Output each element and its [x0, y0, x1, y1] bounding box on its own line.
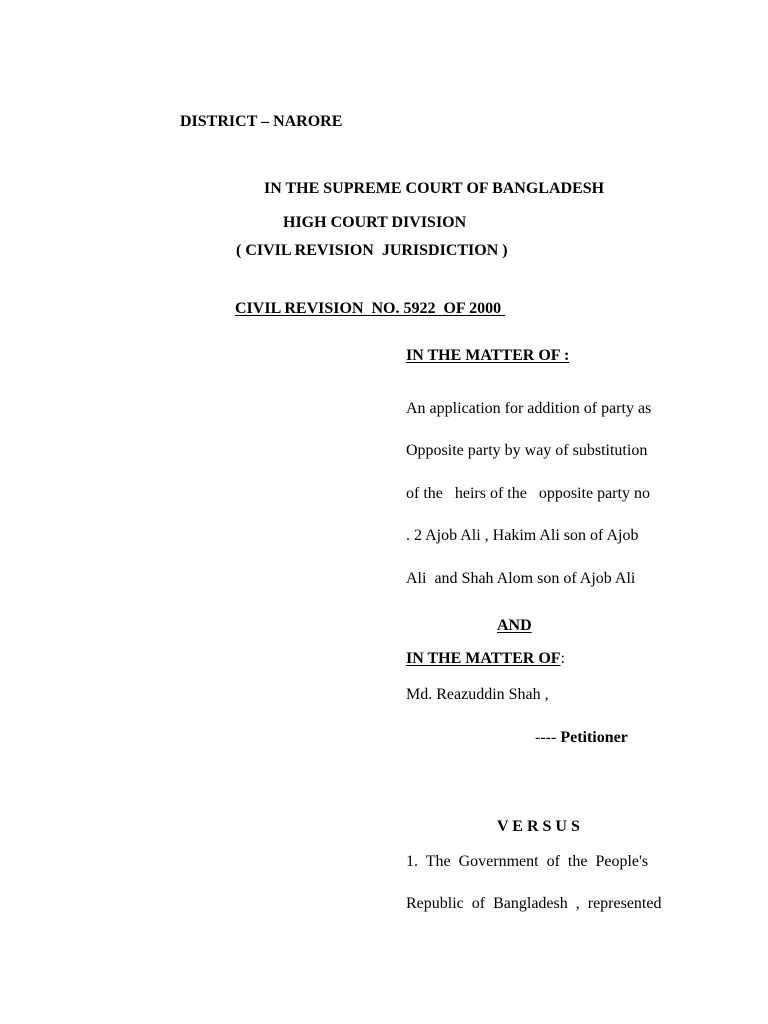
petitioner-dashes: ----: [535, 729, 561, 746]
division-title: HIGH COURT DIVISION: [283, 214, 467, 231]
matter-line-2: Opposite party by way of substitution: [406, 442, 648, 459]
respondent-line-1: 1. The Government of the People's: [406, 853, 649, 870]
matter-line-1: An application for addition of party as: [406, 400, 652, 417]
matter-line-5: Ali and Shah Alom son of Ajob Ali: [406, 570, 636, 587]
matter-line-4: . 2 Ajob Ali , Hakim Ali son of Ajob: [406, 527, 639, 544]
and-conjunction: AND: [497, 617, 532, 634]
district-heading: DISTRICT – NARORE: [180, 113, 343, 130]
respondent-line-2: Republic of Bangladesh , represented: [406, 895, 662, 912]
matter-heading-1: IN THE MATTER OF :: [406, 347, 570, 364]
court-title: IN THE SUPREME COURT OF BANGLADESH: [264, 180, 605, 197]
jurisdiction-title: ( CIVIL REVISION JURISDICTION ): [236, 242, 508, 259]
matter-line-3: of the heirs of the opposite party no: [406, 485, 650, 502]
matter-heading-2: [406, 649, 565, 669]
matter-heading-2-colon: :: [560, 650, 565, 667]
petitioner-role: Petitioner: [560, 729, 628, 746]
petitioner-name: Md. Reazuddin Shah ,: [406, 686, 549, 703]
petitioner-label: [535, 728, 628, 748]
case-number: CIVIL REVISION NO. 5922 OF 2000: [235, 300, 506, 317]
matter-heading-2-text: IN THE MATTER OF: [406, 650, 561, 667]
versus-heading: V E R S U S: [497, 818, 580, 835]
